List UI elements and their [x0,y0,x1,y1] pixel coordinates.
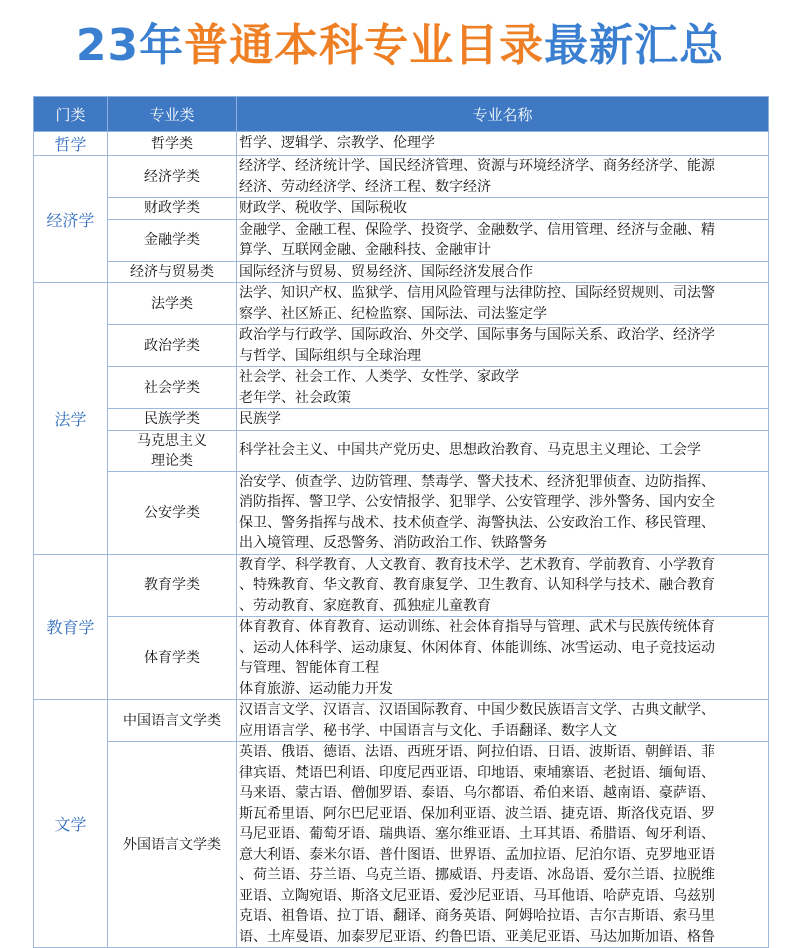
table-row [34,156,769,198]
major-names-cell [237,198,769,220]
subcategory-cell: 金融学类 [108,219,237,261]
major-names-line: 经济学、经济统计学、国民经济管理、资源与环境经济学、商务经济学、能源 [239,158,715,174]
major-names-line: 财政学、税收学、国际税收 [239,200,407,216]
subcategory-cell: 民族学类 [108,409,237,431]
major-names-line: 、荷兰语、芬兰语、乌克兰语、挪威语、丹麦语、冰岛语、爱尔兰语、拉脱维 [239,867,715,883]
major-names-line: 察学、社区矫正、纪检监察、国际法、司法鉴定学 [239,305,547,322]
major-names-cell [237,325,769,367]
table-row [34,219,769,261]
major-names-line: 马尼亚语、葡萄牙语、瑞典语、塞尔维亚语、土耳其语、希腊语、匈牙利语、 [239,826,715,842]
subcategory-cell: 政治学类 [108,325,237,367]
subcategory-cell: 外国语言文学类 [108,742,237,948]
major-names-cell [237,156,769,198]
header-major-names: 专业名称 [237,97,769,132]
major-names-line: 汉语言文学、汉语言、汉语国际教育、中国少数民族语言文学、古典文献学、 [239,702,715,718]
subcategory-cell: 财政学类 [108,198,237,220]
table-row [34,617,769,700]
major-names-line: 政治学与行政学、国际政治、外交学、国际事务与国际关系、政治学、经济学 [239,327,715,343]
major-names-line: 克语、祖鲁语、拉丁语、翻译、商务英语、阿姆哈拉语、吉尔吉斯语、索马里 [239,908,715,924]
major-names-line: 法学、知识产权、监狱学、信用风险管理与法律防控、国际经贸规则、司法警 [239,285,715,301]
major-names-cell [237,409,769,431]
major-names-cell [237,132,769,156]
table-row [34,742,769,948]
page-title [0,0,800,92]
major-catalog-table [33,96,769,948]
subcategory-cell: 经济与贸易类 [108,261,237,283]
major-names-line: 体育旅游、运动能力开发 [239,680,393,697]
major-names-line: 、特殊教育、华文教育、教育康复学、卫生教育、认知科学与技术、融合教育 [239,577,715,593]
table-row [34,283,769,325]
subcategory-cell: 体育学类 [108,617,237,700]
category-cell: 经济学 [34,156,108,283]
major-names-line: 马来语、蒙古语、僧伽罗语、泰语、乌尔都语、希伯来语、越南语、豪萨语、 [239,785,715,801]
table-row [34,409,769,431]
table-row [34,261,769,283]
major-names-line: 经济、劳动经济学、经济工程、数字经济 [239,178,491,195]
major-names-cell [237,283,769,325]
major-names-line: 国际经济与贸易、贸易经济、国际经济发展合作 [239,263,533,280]
major-names-line: 应用语言学、秘书学、中国语言与文化、手语翻译、数字人文 [239,722,617,739]
category-cell: 文学 [34,700,108,948]
category-cell: 教育学 [34,554,108,700]
major-names-line: 、劳动教育、家庭教育、孤独症儿童教育 [239,597,491,614]
table-header-row [34,97,769,132]
subcategory-cell: 经济学类 [108,156,237,198]
subcategory-cell: 社会学类 [108,367,237,409]
major-names-line: 消防指挥、警卫学、公安情报学、犯罪学、公安管理学、涉外警务、国内安全 [239,494,715,510]
subcategory-cell: 中国语言文学类 [108,700,237,742]
major-names-line: 金融学、金融工程、保险学、投资学、金融数学、信用管理、经济与金融、精 [239,221,715,238]
major-names-line: 体育教育、体育教育、运动训练、社会体育指导与管理、武术与民族传统体育 [239,619,715,635]
major-names-line: 意大利语、泰米尔语、普什图语、世界语、孟加拉语、尼泊尔语、克罗地亚语 [239,846,715,863]
title-suffix: 最新汇总 [544,20,725,71]
table-row [34,325,769,367]
major-names-line: 老年学、社会政策 [239,389,351,406]
table-body [34,132,769,948]
table-row [34,198,769,220]
table-row [34,430,769,471]
major-names-cell [237,261,769,283]
major-names-line: 社会学、社会工作、人类学、女性学、家政学 [239,369,519,385]
major-names-cell [237,554,769,617]
table-row [34,471,769,554]
subcategory-cell: 哲学类 [108,132,237,156]
major-names-cell [237,617,769,700]
major-names-line: 英语、俄语、德语、法语、西班牙语、阿拉伯语、日语、波斯语、朝鲜语、菲 [239,744,715,760]
major-names-cell [237,367,769,409]
major-names-line: 科学社会主义、中国共产党历史、思想政治教育、马克思主义理论、工会学 [239,442,701,459]
subcategory-cell: 法学类 [108,283,237,325]
major-names-line: 出入境管理、反恐警务、消防政治工作、铁路警务 [239,535,547,551]
major-names-line: 斯瓦希里语、阿尔巴尼亚语、保加利亚语、波兰语、捷克语、斯洛伐克语、罗 [239,805,715,822]
major-names-line: 教育学、科学教育、人文教育、教育技术学、艺术教育、学前教育、小学教育 [239,556,715,573]
title-highlight: 普通本科专业目录 [184,20,545,71]
major-names-line: 民族学 [239,411,281,427]
major-names-line: 与哲学、国际组织与全球治理 [239,347,421,364]
major-names-cell [237,219,769,261]
table-row [34,367,769,409]
major-names-line: 与管理、智能体育工程 [239,660,379,676]
major-names-line: 律宾语、梵语巴利语、印度尼西亚语、印地语、柬埔寨语、老挝语、缅甸语、 [239,764,715,781]
major-names-cell [237,471,769,554]
major-names-line: 语、土库曼语、加泰罗尼亚语、约鲁巴语、亚美尼亚语、马达加斯加语、格鲁 [239,928,715,945]
category-cell: 法学 [34,283,108,555]
table-row [34,132,769,156]
table-row [34,554,769,617]
major-names-line: 保卫、警务指挥与战术、技术侦查学、海警执法、公安政治工作、移民管理、 [239,514,715,531]
subcategory-cell: 公安学类 [108,471,237,554]
header-subcategory: 专业类 [108,97,237,132]
major-names-line: 亚语、立陶宛语、斯洛文尼亚语、爱沙尼亚语、马耳他语、哈萨克语、乌兹别 [239,887,715,904]
title-year: 23年 [75,20,185,71]
major-names-cell [237,700,769,742]
major-names-cell [237,742,769,948]
major-names-line: 、运动人体科学、运动康复、休闲体育、体能训练、冰雪运动、电子竞技运动 [239,639,715,656]
major-names-line: 哲学、逻辑学、宗教学、伦理学 [239,135,435,152]
header-category: 门类 [34,97,108,132]
major-names-line: 治安学、侦查学、边防管理、禁毒学、警犬技术、经济犯罪侦查、边防指挥、 [239,473,715,490]
category-cell: 哲学 [34,132,108,156]
table-row [34,700,769,742]
subcategory-cell: 马克思主义 理论类 [108,430,237,471]
major-names-cell [237,430,769,471]
subcategory-cell: 教育学类 [108,554,237,617]
major-names-line: 算学、互联网金融、金融科技、金融审计 [239,242,491,258]
